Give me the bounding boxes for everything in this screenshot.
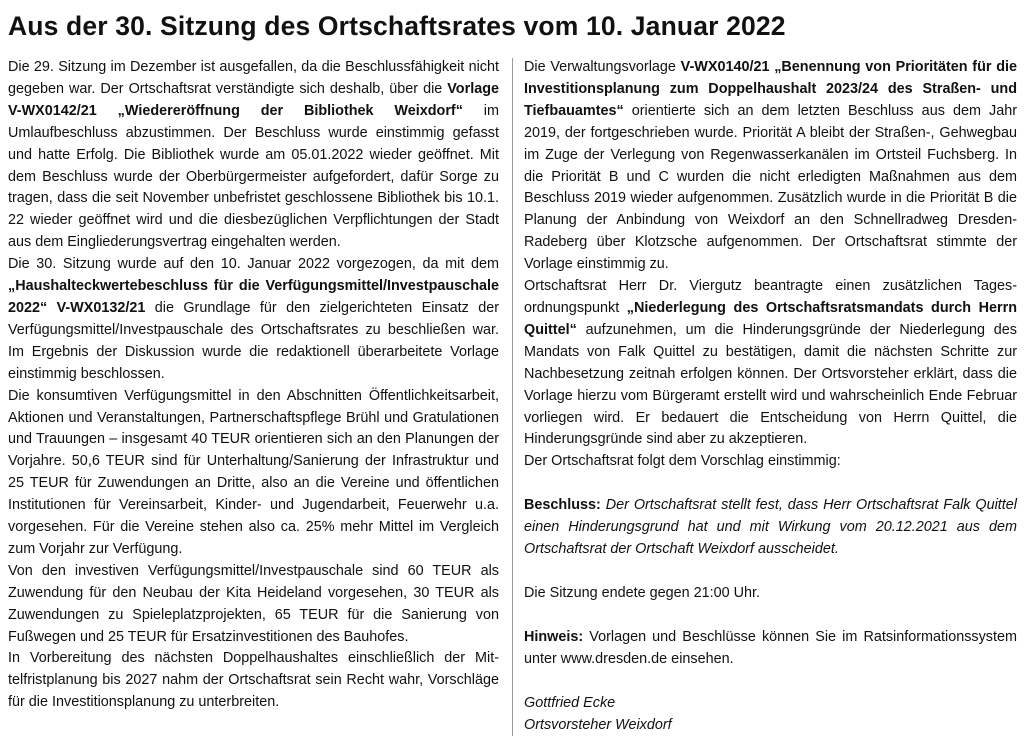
paragraph-consumptive-funds: Die konsumtiven Verfügungsmittel in den Abschnitten Öffentlichkeitsarbeit, Aktionen und Veranstaltungen, Partnerschaftspflege Brühl und Gratulationen und Trauungen – insgesamt 40 TEUR orientieren sich an den Planungen der Vorjahre. 50,6 TEUR sind für Unterhaltung/Sanierung der Infrastruktur und 25 TEUR für Zuwendungen an Dritte, also an die Vereine und öffentlichen Institutionen für Vereinsarbeit, Kinder- und Jugendarbeit, Feuerwehr u.a. vorgesehen. Für die Vereine stehen also ca. 25% mehr Mittel im Vergleich zum Vorjahr zur Verfügung. <box>8 387 499 557</box>
paragraph-budget-decision <box>8 254 499 385</box>
column-divider <box>512 58 513 736</box>
paragraph-investive-funds: Von den investiven Verfügungsmittel/Investpauschale sind 60 TEUR als Zuwendung für den Neubau der Kita Heideland vorgesehen, 30 TEUR als Zuwendungen zu Spieleplatzprojekten, 65 TEUR für die Sanierung von Fußwegen und 25 TEUR für Ersatzinvestitionen des Bauhofes. <box>8 562 499 645</box>
paragraph-text: Die 29. Sitzung im Dezember ist ausgefallen, da die Beschlussfähigkeit nicht gegeben war. Der Ortschaftsrat verständigte sich deshalb, über die <box>8 59 499 97</box>
paragraph-text: Die Verwaltungsvorlage <box>524 59 681 75</box>
budget-proposal-title: „Haushalteckwertebeschluss für die Verfügungsmittel/Investpauschale 2022“ V-WX0132/21 <box>8 278 499 316</box>
article-title: Aus der 30. Sitzung des Ortschaftsrates vom 10. Januar 2022 <box>8 11 786 41</box>
paragraph-text: Ortschaftsrat Herr Dr. Viergutz beantragte einen zusätzlichen Tagesordnungspunkt <box>524 278 1017 316</box>
paragraph-library <box>8 57 499 254</box>
paragraph-vote: Der Ortschaftsrat folgt dem Vorschlag einstimmig: <box>524 453 841 470</box>
paragraph-mandate <box>524 276 1017 451</box>
note-text: Vorlagen und Beschlüsse können Sie im Ratsinformationssystem unter www.dresden.de einsehen. <box>524 628 1017 667</box>
paragraph-text: die Grundlage für den zielgerichteten Einsatz der Verfügungsmittel/Investpauschale des Ortschaftsrates zu beschließen war. Im Ergebnis der Diskussion wurde die redaktionell überarbeitete Vorlage einstimmig beschlossen. <box>8 299 499 382</box>
signature-role: Ortsvorsteher Weixdorf <box>524 716 672 733</box>
session-end: Die Sitzung endete gegen 21:00 Uhr. <box>524 584 761 601</box>
right-column <box>524 57 1017 736</box>
priorities-proposal-title: V-WX0140/21 „Benennung von Prioritäten für die Investitionsplanung zum Doppelhaushalt 2023/24 des Straßen- und Tiefbauamtes“ <box>524 59 1018 119</box>
paragraph-text: orientierte sich an dem letzten Beschluss aus dem Jahr 2019, der fortgeschrieben wurde. Priorität A bleibt der Straßen-, Gehwegbau im Zuge der Verlegung von Regenwasserkanälen im Ortsteil Fuchsberg. In die Priorität B und C wurden die nicht erledigten Maßnahmen aus dem Beschluss 2019 wieder aufgenommen. Zusätzlich wurde in die Priorität B die Planung der Anbindung von Weixdorf an den Schnellradweg Dresden-Radeberg über Klotzsche aufgenommen. Der Ortschaftsrat stimmte der Vorlage einstimmig zu. <box>524 102 1017 273</box>
decision-block <box>524 495 1017 561</box>
paragraph-priorities <box>524 57 1017 276</box>
paragraph-text: im Umlaufbeschluss abzustimmen. Der Beschluss wurde einstimmig gefasst und hatte Erfolg. Die Bibliothek wurde am 05.01.2022 wieder geöffnet. Mit dem Beschluss wurde der Oberbürgermeister aufgefordert, dafür Sorge zu tragen, dass die seit November unbefristet geschlossene Bibliothek bis 10.1. 22 wieder geöffnet wird und die diesbezüglichen Verpflichtungen der Stadt aus dem Eingliederungsvertrag eingehalten werden. <box>8 102 499 251</box>
library-proposal-title: Vorlage V-WX0142/21 „Wiedereröffnung der Bibliothek Weixdorf“ <box>8 80 499 119</box>
decision-label: Beschluss: <box>524 497 601 514</box>
paragraph-text: Die 30. Sitzung wurde auf den 10. Januar 2022 vorgezogen, da mit dem <box>8 256 499 273</box>
signature-name: Gottfried Ecke <box>524 694 616 711</box>
paragraph-investment-planning: In Vorbereitung des nächsten Doppelhaushaltes einschließlich der Mittelfristplanung bis 2027 nahm der Ortschaftsrat sein Recht wahr, Vorschläge für die Investitionsplanung zu unterbreiten. <box>8 650 499 711</box>
mandate-agenda-item: „Niederlegung des Ortschaftsratsmandats durch Herrn Quittel“ <box>524 299 1017 338</box>
paragraph-text: aufzunehmen, um die Hinderungsgründe der Niederlegung des Mandats von Falk Quittel zu bestätigen, damit die nächsten Schritte zur Nachbesetzung zeitnah erfolgen können. Der Ortsvorsteher erklärt, dass die Vorlage hierzu vom Bürgeramt erstellt wird und wahrscheinlich Ende Februar vorliegen wird. Er bedauert die Entscheidung von Herrn Quittel, die Hinderungsgründe sind aber zu akzeptieren. <box>524 321 1017 448</box>
decision-text: Der Ortschaftsrat stellt fest, dass Herr Ortschaftsrat Falk Quittel einen Hinderungsgrund hat und mit Wirkung vom 20.12.2021 aus dem Ortschaftsrat der Ortschaft Weixdorf ausscheidet. <box>524 497 1017 558</box>
left-column <box>8 57 499 714</box>
note-block <box>524 627 1017 671</box>
note-label: Hinweis: <box>524 628 584 645</box>
